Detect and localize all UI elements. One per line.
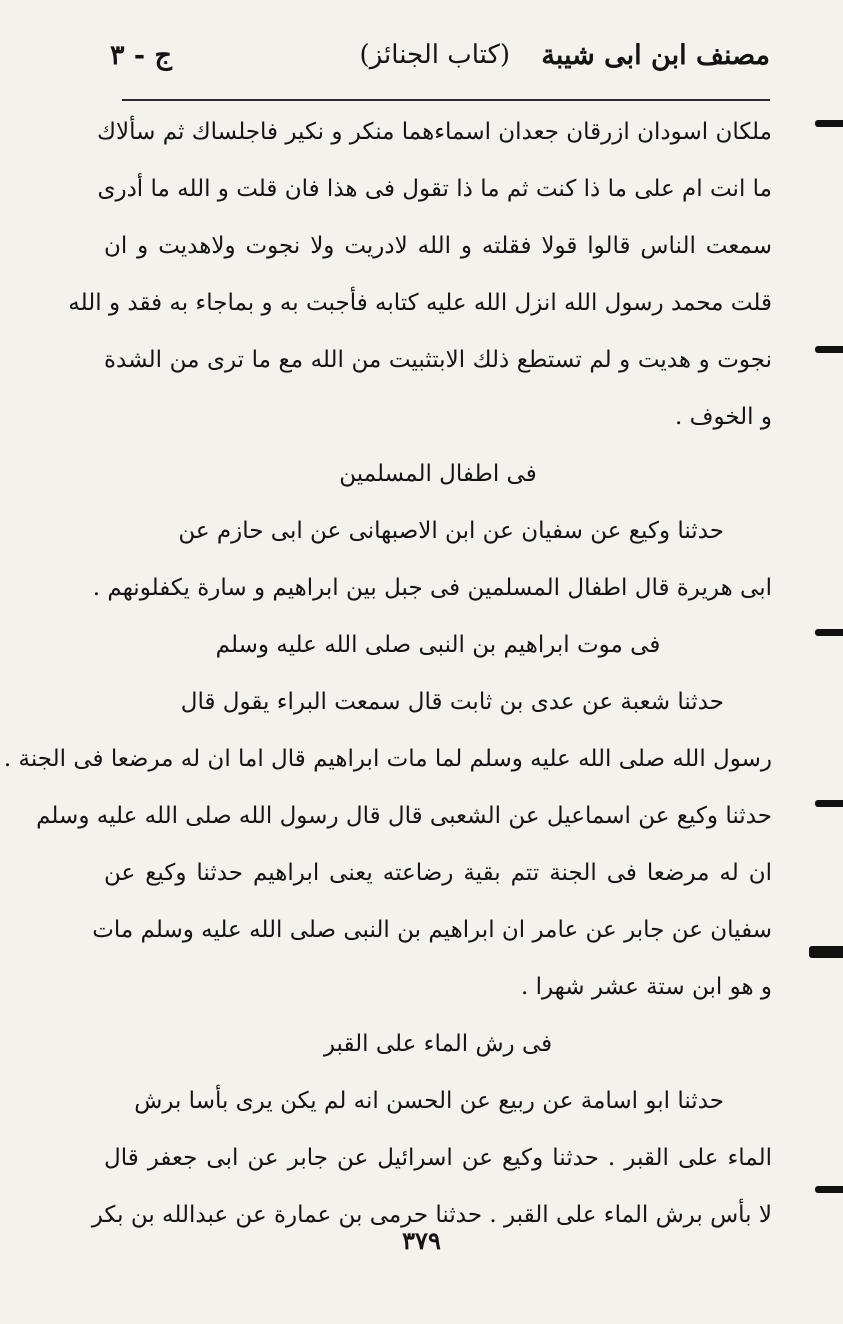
margin-mark <box>815 629 843 636</box>
page-header <box>110 40 770 90</box>
text-line: ابى هريرة قال اطفال المسلمين فى جبل بين ابراهيم و سارة يكفلونهم . <box>92 575 772 601</box>
text-line: ملكان اسودان ازرقان جعدان اسماءهما منكر و نكير فاجلساك ثم سألاك <box>97 119 772 145</box>
section-heading: فى موت ابراهيم بن النبى صلى الله عليه وسلم <box>215 632 661 658</box>
section-heading: فى اطفال المسلمين <box>339 461 537 487</box>
header-rule <box>122 99 770 101</box>
volume-label: ج - ٣ <box>110 40 172 71</box>
body-text <box>3 104 772 1244</box>
text-line: لا بأس برش الماء على القبر . حدثنا حرمى بن عمارة عن عبدالله بن بكر <box>91 1202 772 1228</box>
text-line: و الخوف . <box>674 404 772 430</box>
margin-mark <box>809 946 843 958</box>
text-line: و هو ابن ستة عشر شهرا . <box>520 974 772 1000</box>
margin-mark <box>815 1186 843 1193</box>
text-line: ان له مرضعا فى الجنة تتم بقية رضاعته يعنى ابراهيم حدثنا وكيع عن <box>104 860 772 886</box>
text-line: رسول الله صلى الله عليه وسلم لما مات ابراهيم قال اما ان له مرضعا فى الجنة . <box>3 746 772 772</box>
text-line: حدثنا وكيع عن سفيان عن ابن الاصبهانى عن ابى حازم عن <box>178 518 724 544</box>
text-line: قلت محمد رسول الله انزل الله عليه كتابه فأجبت به و بماجاء به فقد و الله <box>68 290 772 316</box>
section-heading: فى رش الماء على القبر <box>323 1031 553 1057</box>
margin-mark <box>815 120 843 127</box>
text-line: سمعت الناس قالوا قولا فقلته و الله لادريت ولا نجوت ولاهديت و ان <box>104 233 772 259</box>
text-line: سفيان عن جابر عن عامر ان ابراهيم بن النبى صلى الله عليه وسلم مات <box>92 917 772 943</box>
book-title: مصنف ابن ابى شيبة <box>541 40 770 71</box>
chapter-title: (كتاب الجنائز) <box>359 40 510 70</box>
text-line: الماء على القبر . حدثنا وكيع عن اسرائيل عن جابر عن ابى جعفر قال <box>104 1145 772 1171</box>
page-number: ٣٧٩ <box>402 1226 441 1255</box>
text-line: حدثنا ابو اسامة عن ربيع عن الحسن انه لم يكن يرى بأسا برش <box>134 1088 724 1114</box>
margin-mark <box>815 346 843 353</box>
text-line: حدثنا وكيع عن اسماعيل عن الشعبى قال قال رسول الله صلى الله عليه وسلم <box>36 803 772 829</box>
text-line: نجوت و هديت و لم تستطع ذلك الابتثبيت من الله مع ما ترى من الشدة <box>104 347 772 373</box>
margin-mark <box>815 800 843 807</box>
text-line: ما انت ام على ما ذا كنت ثم ما ذا تقول فى هذا فان قلت و الله ما أدرى <box>97 176 772 202</box>
text-line: حدثنا شعبة عن عدى بن ثابت قال سمعت البراء يقول قال <box>180 689 724 715</box>
